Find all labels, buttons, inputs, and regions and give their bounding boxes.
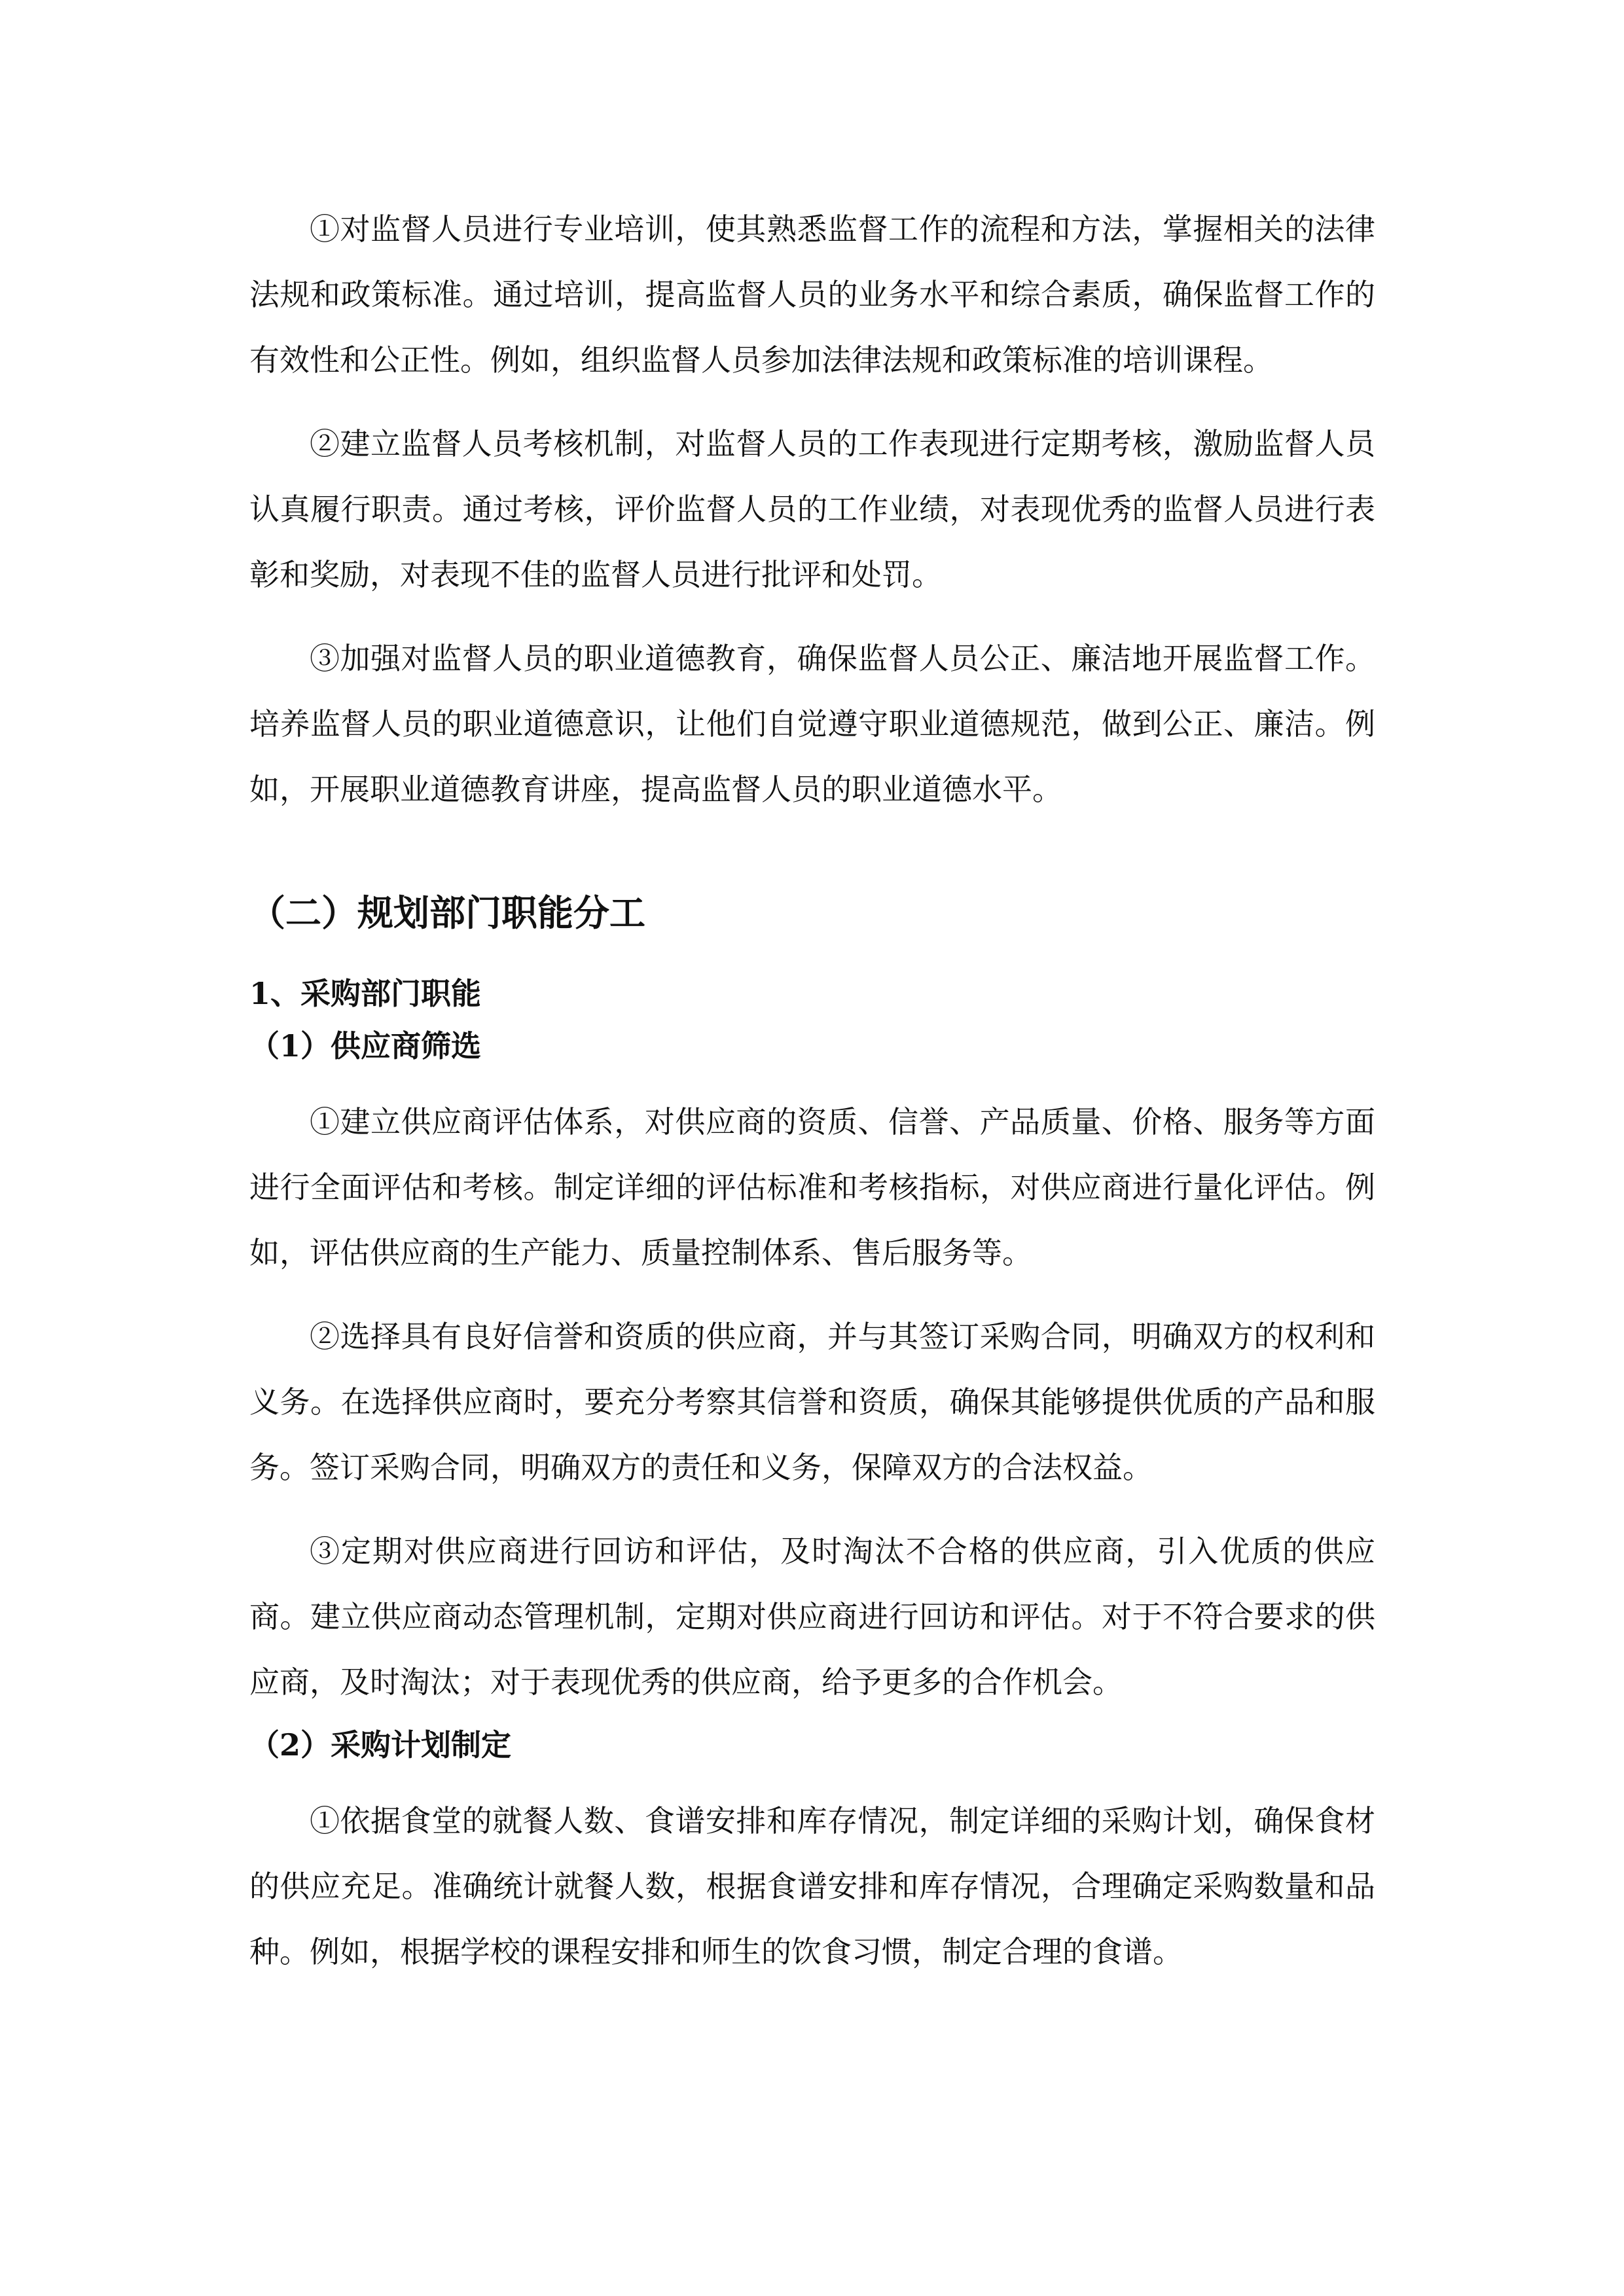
paragraph-supplier-selection: ②选择具有良好信誉和资质的供应商，并与其签订采购合同，明确双方的权利和义务。在选择供应商时，要充分考察其信誉和资质，确保其能够提供优质的产品和服务。签订采购合同，明确双方的责任和义务，保障双方的合法权益。 bbox=[249, 1319, 1375, 1485]
plan-heading: （2）采购计划制定 bbox=[249, 1727, 512, 1763]
procurement-section bbox=[249, 967, 1375, 1984]
subsection-heading: 1、采购部门职能 bbox=[249, 976, 482, 1011]
department-section bbox=[249, 887, 1375, 939]
paragraph-plan-formulation: ①依据食堂的就餐人数、食谱安排和库存情况，制定详细的采购计划，确保食材的供应充足。准确统计就餐人数，根据食谱安排和库存情况，合理确定采购数量和品种。例如，根据学校的课程安排和师生的饮食习惯，制定合理的食谱。 bbox=[249, 1803, 1375, 1969]
supervision-section bbox=[249, 196, 1375, 822]
supplier-heading: （1）供应商筛选 bbox=[249, 1028, 482, 1064]
paragraph-supervision-training: ①对监督人员进行专业培训，使其熟悉监督工作的流程和方法，掌握相关的法律法规和政策标准。通过培训，提高监督人员的业务水平和综合素质，确保监督工作的有效性和公正性。例如，组织监督人员参加法律法规和政策标准的培训课程。 bbox=[249, 211, 1375, 378]
section-heading: （二）规划部门职能分工 bbox=[249, 891, 646, 934]
paragraph-supplier-evaluation: ①建立供应商评估体系，对供应商的资质、信誉、产品质量、价格、服务等方面进行全面评估和考核。制定详细的评估标准和考核指标，对供应商进行量化评估。例如，评估供应商的生产能力、质量控制体系、售后服务等。 bbox=[249, 1104, 1375, 1270]
paragraph-supervision-assessment: ②建立监督人员考核机制，对监督人员的工作表现进行定期考核，激励监督人员认真履行职责。通过考核，评价监督人员的工作业绩，对表现优秀的监督人员进行表彰和奖励，对表现不佳的监督人员进行批评和处罚。 bbox=[249, 426, 1375, 592]
paragraph-supervision-ethics: ③加强对监督人员的职业道德教育，确保监督人员公正、廉洁地开展监督工作。培养监督人员的职业道德意识，让他们自觉遵守职业道德规范，做到公正、廉洁。例如，开展职业道德教育讲座，提高监督人员的职业道德水平。 bbox=[249, 641, 1375, 807]
paragraph-supplier-review: ③定期对供应商进行回访和评估，及时淘汰不合格的供应商，引入优质的供应商。建立供应商动态管理机制，定期对供应商进行回访和评估。对于不符合要求的供应商，及时淘汰；对于表现优秀的供应商，给予更多的合作机会。 bbox=[249, 1534, 1375, 1700]
